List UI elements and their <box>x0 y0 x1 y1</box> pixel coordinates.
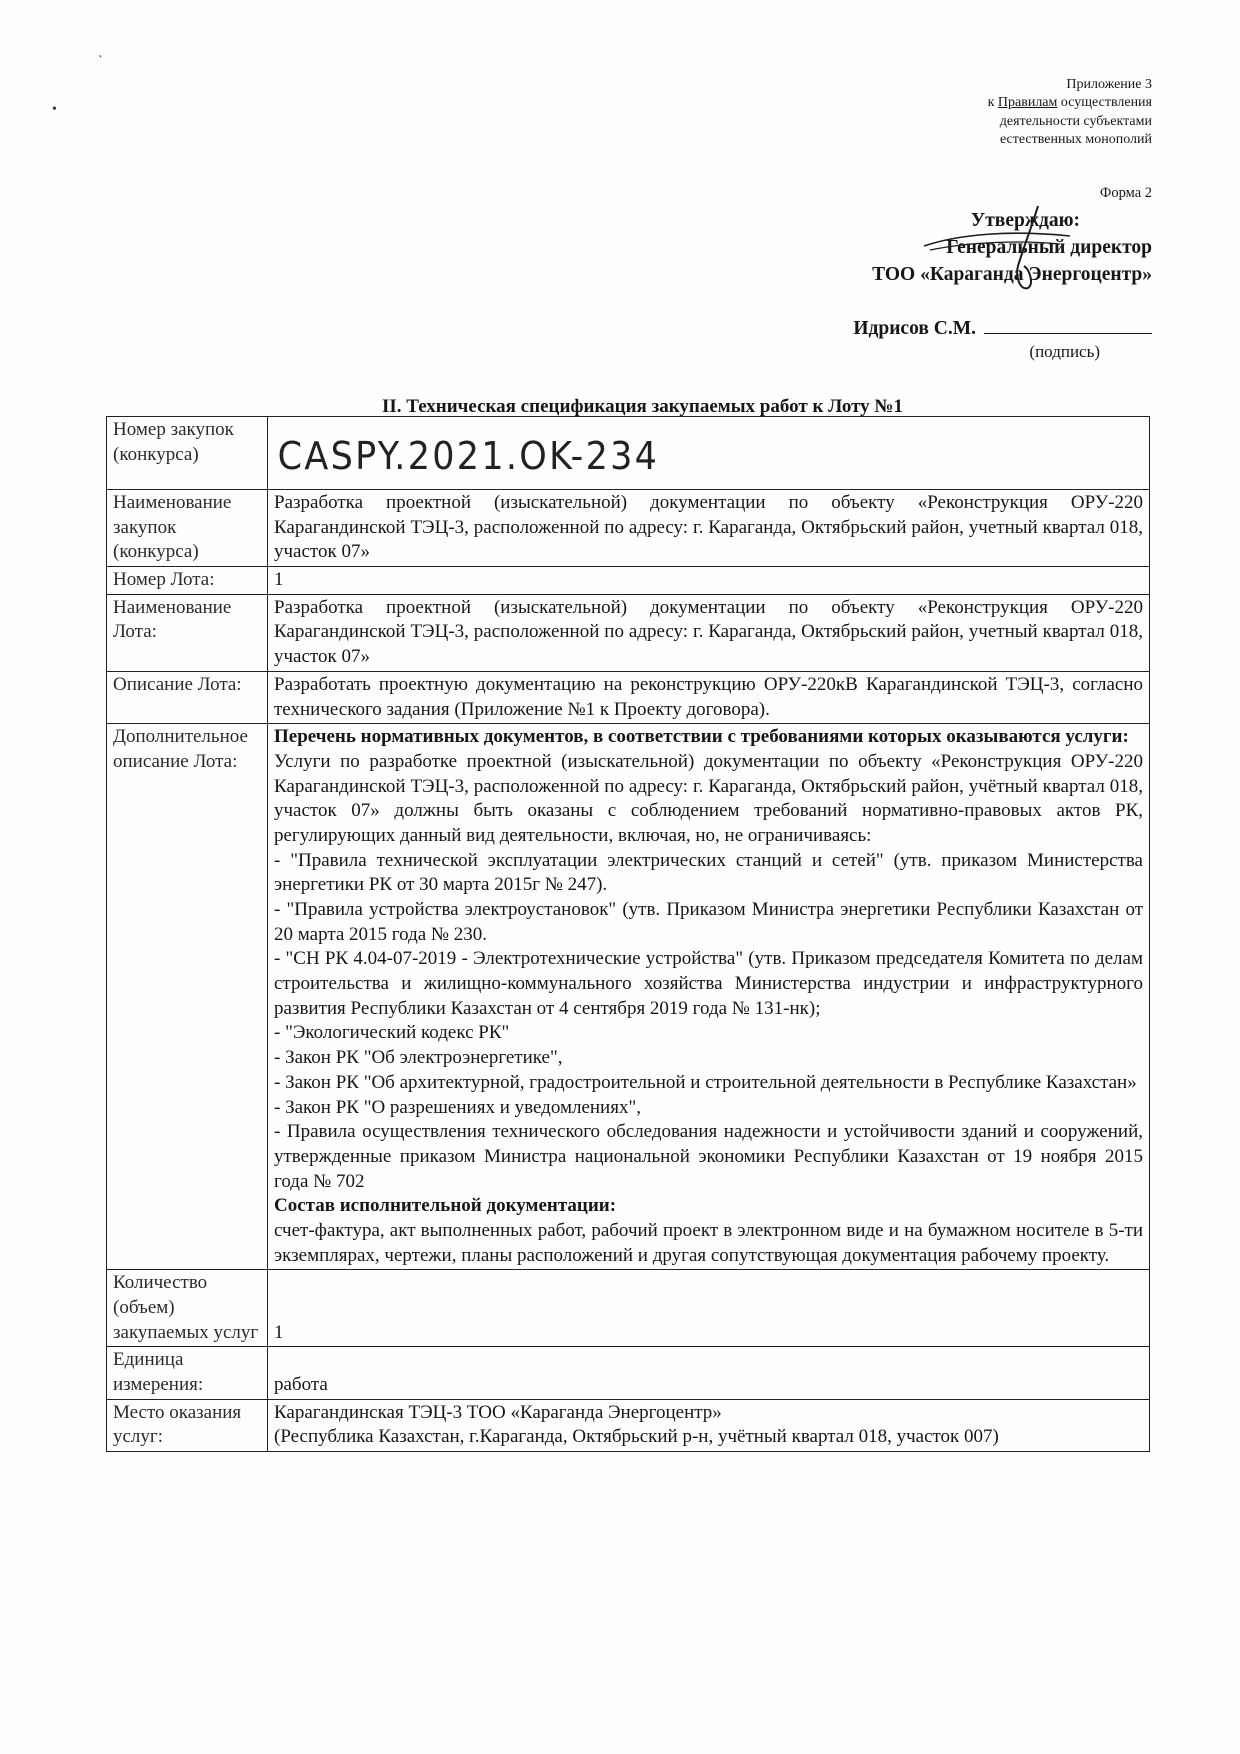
regulation-item: - "Правила технической эксплуатации электрических станций и сетей" (утв. приказом Министерства энергетики РК от 30 марта 2015г № 247). <box>274 849 1143 896</box>
approve-label: Утверждаю: <box>970 210 1080 231</box>
company-line: ТОО «Караганда Энергоцентр» <box>872 263 1152 285</box>
regulation-item: - "СН РК 4.04-07-2019 - Электротехнические устройства" (утв. Приказом председателя Комитета по делам строительства и жилищно-коммунального хозяйства Министерства индустрии и инфраструктурного развития Республики Казахстан от 4 сентября 2019 года № 131-нк); <box>274 948 1143 1019</box>
regulation-item: - Закон РК "Об электроэнергетике", <box>274 1047 563 1069</box>
regulations-intro: Услуги по разработке проектной (изыскательной) документации по объекту «Реконструкция ОРУ-220 Карагандинской ТЭЦ-3, расположенной по адресу: г. Караганда, Октябрьский район, учётный квартал 018, участок 07» должны быть оказаны с соблюдением требований нормативно-правовых актов РК, регулирующих данный вид деятельности, включая, но, не ограничиваясь: <box>274 750 1143 846</box>
appendix-line-3: деятельности субъектами <box>999 113 1152 129</box>
procurement-number-label: Номер закупок (конкурса) <box>107 417 268 490</box>
appendix-line-1: Приложение 3 <box>1066 77 1152 92</box>
position-line: Генеральный директор <box>946 236 1152 258</box>
lot-name-label: Наименование Лота: <box>107 594 268 671</box>
quantity-label: Количество (объем) закупаемых услуг <box>107 1270 268 1347</box>
regulation-item: - "Правила устройства электроустановок" (утв. Приказом Министра энергетики Республики Казахстан от 20 марта 2015 года № 230. <box>274 899 1143 945</box>
unit-label: Единица измерения: <box>107 1347 268 1399</box>
lot-number-label: Номер Лота: <box>107 567 268 595</box>
scan-speck: • <box>52 102 57 117</box>
regulation-item: - Правила осуществления технического обследования надежности и устойчивости зданий и сооружений, утвержденные приказом Министра национальной экономики Республики Казахстан от 19 ноября 2015 года № 702 <box>274 1121 1143 1192</box>
table-row <box>107 567 1150 595</box>
specification-table <box>106 416 1150 1452</box>
table-row <box>107 1270 1150 1347</box>
documents-value: счет-фактура, акт выполненных работ, рабочий проект в электронном виде и на бумажном носителе в 5-ти экземплярах, чертежи, планы расположений и другая сопутствующая документация рабочему проекту. <box>274 1219 1143 1266</box>
appendix-reference <box>988 76 1152 150</box>
form-number: Форма 2 <box>1099 185 1152 201</box>
table-row <box>107 724 1150 1270</box>
scan-speck: ` <box>98 54 103 69</box>
table-row <box>107 594 1150 671</box>
signature-caption: (подпись) <box>1029 342 1100 361</box>
appendix-line-2: к Правилам осуществления <box>987 95 1152 111</box>
place-label: Место оказания услуг: <box>107 1399 268 1451</box>
place-line-1: Карагандинская ТЭЦ-3 ТОО «Караганда Энергоцентр» <box>274 1401 722 1423</box>
procurement-number-cell <box>268 417 1150 490</box>
procurement-number-value: CASPY.2021.OK-234 <box>277 434 660 478</box>
signatory-name: Идрисов С.М. <box>853 318 976 339</box>
lot-name-value: Разработка проектной (изыскательной) документации по объекту «Реконструкция ОРУ-220 Карагандинской ТЭЦ-3, расположенной по адресу: г. Караганда, Октябрьский район, учетный квартал 018, участок 07» <box>268 594 1150 671</box>
additional-description-value <box>268 724 1150 1270</box>
lot-number-value: 1 <box>268 567 1150 595</box>
place-value <box>268 1399 1150 1451</box>
section-title: II. Техническая спецификация закупаемых работ к Лоту №1 <box>382 396 903 417</box>
procurement-name-label: Наименование закупок (конкурса) <box>107 490 268 567</box>
documents-heading: Состав исполнительной документации: <box>274 1195 617 1217</box>
table-row <box>107 417 1150 490</box>
rules-link: Правилам <box>997 95 1058 111</box>
quantity-value: 1 <box>268 1270 1150 1347</box>
regulation-item: - Закон РК "Об архитектурной, градостроительной и строительной деятельности в Республике Казахстан» <box>274 1071 1137 1093</box>
approval-block <box>872 208 1152 289</box>
additional-description-label: Дополнительное описание Лота: <box>107 724 268 1270</box>
unit-value: работа <box>268 1347 1150 1399</box>
appendix-line-4: естественных монополий <box>999 132 1152 148</box>
regulation-item: - "Экологический кодекс РК" <box>274 1022 510 1044</box>
place-line-2: (Республика Казахстан, г.Караганда, Октябрьский р-н, учётный квартал 018, участок 007) <box>274 1426 999 1448</box>
lot-description-label: Описание Лота: <box>107 671 268 723</box>
signatory-line <box>853 316 1152 340</box>
regulations-heading: Перечень нормативных документов, в соответствии с требованиями которых оказываются услуги: <box>274 726 1129 748</box>
table-row <box>107 1399 1150 1451</box>
lot-description-value: Разработать проектную документацию на реконструкцию ОРУ-220кВ Карагандинской ТЭЦ-3, согласно технического задания (Приложение №1 к Проекту договора). <box>268 671 1150 723</box>
table-row <box>107 1347 1150 1399</box>
procurement-name-value: Разработка проектной (изыскательной) документации по объекту «Реконструкция ОРУ-220 Карагандинской ТЭЦ-3, расположенной по адресу: г. Караганда, Октябрьский район, учетный квартал 018, участок 07» <box>268 490 1150 567</box>
regulation-item: - Закон РК "О разрешениях и уведомлениях", <box>274 1096 641 1118</box>
table-row <box>107 490 1150 567</box>
signature-blank <box>984 316 1152 334</box>
table-row <box>107 671 1150 723</box>
